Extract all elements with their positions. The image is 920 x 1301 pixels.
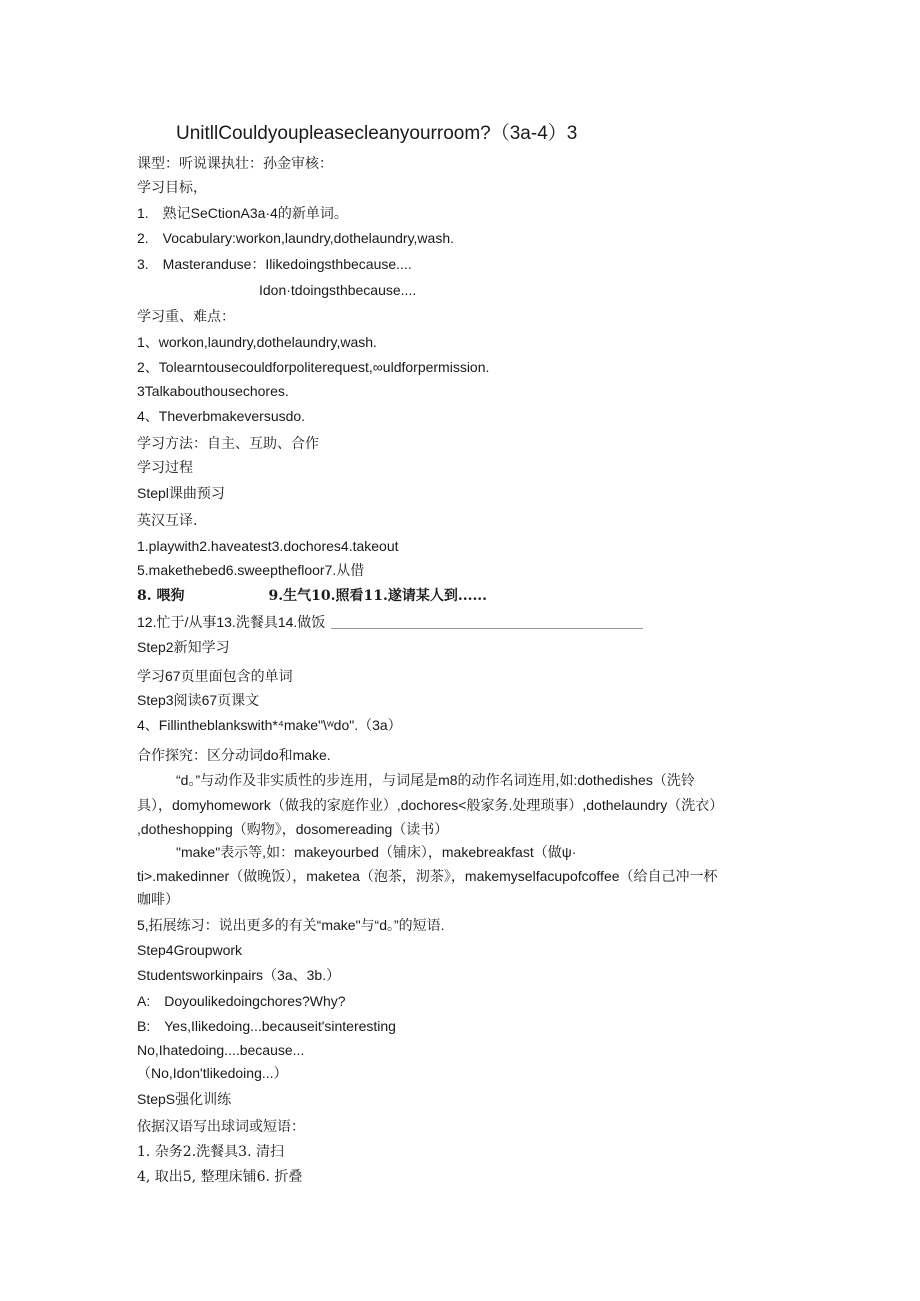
objective-3: 3. Masteranduse：Ilikedoingsthbecause....: [137, 256, 412, 272]
translate-row-1: 1.playwith2.haveatest3.dochores4.takeout: [137, 538, 399, 554]
fill-blanks-line: 4、Fillintheblankswith*⁴make"\ʷdo".（3a）: [137, 717, 402, 733]
explanation-line-1: “d。”与动作及非实质性的步连用，与词尾是m8的动作名词连用,如:dothedishes（洗铃: [176, 772, 695, 788]
step4-heading: Step4Groupwork: [137, 942, 243, 958]
pairs-line: Studentsworkinpairs（3a、3b.）: [137, 967, 341, 983]
explanation-line-5: ti>.makedinner（做晚饭），maketea（泡茶，沏茶》，makemyselfacupofcoffee（给自己冲一杯: [137, 868, 718, 884]
step3-heading: Step3阅读67页课文: [137, 692, 260, 708]
objective-3-cont: Idon·tdoingsthbecause....: [259, 282, 417, 298]
step2-heading: Step2新知学习: [137, 639, 230, 655]
document-title: UnitllCouldyoupleasecleanyourroom?（3a-4）3: [176, 123, 578, 144]
methods-line: 学习方法：自主、互助、合作: [137, 436, 319, 452]
translate-row-2: 5.makethebed6.sweepthefloor7.从借: [137, 562, 365, 578]
step2-body: 学习67页里面包含的单词: [137, 668, 293, 684]
step5-instruction: 依据汉语写出球词或短语：: [137, 1119, 305, 1135]
process-heading: 学习过程: [137, 460, 193, 476]
explore-heading: 合作探究：区分动词do和make.: [137, 747, 331, 763]
step5-heading: StepS强化训练: [137, 1091, 232, 1107]
translate-row-3: 8. 喂狗 9.生气10.照看11.遂请某人到......: [137, 588, 488, 604]
key-point-4: 4、Theverbmakeversusdo.: [137, 408, 306, 424]
step1-heading: Stepl课曲预习: [137, 485, 225, 501]
dialog-no: No,Ihatedoing....because...: [137, 1042, 305, 1058]
translate-row-4-wrap: [137, 612, 643, 632]
dialog-alt: （No,Idon'tlikedoing...）: [137, 1065, 288, 1081]
extension-exercise: 5,拓展练习：说出更多的有关“make"与“d。”的短语.: [137, 917, 445, 933]
dialog-b: B: Yes,Ilikedoing...becauseit'sinteresting: [137, 1018, 396, 1034]
step5-row-2: 4, 取出5, 整理床铺6. 折叠: [137, 1169, 303, 1185]
explanation-line-4: "make"表示等,如：makeyourbed（铺床），makebreakfast（做ψ·: [176, 844, 577, 860]
explanation-line-6: 咖啡）: [137, 892, 179, 908]
step5-row-1: 1. 杂务2.洗餐具3. 清扫: [137, 1144, 284, 1160]
key-point-1: 1、workon,laundry,dothelaundry,wash.: [137, 334, 377, 350]
translate-row-4: 12.忙于/从事13.洗餐具14.做饭: [137, 614, 326, 630]
key-point-2: 2、Tolearntousecouldforpoliterequest,∞uldforpermission.: [137, 359, 490, 375]
translate-heading: 英汉互译.: [137, 513, 198, 529]
objective-1: 1. 熟记SeCtionA3a·4的新单词。: [137, 205, 348, 221]
lesson-info: 课型：听说课执壮：孙金审核：: [137, 156, 333, 172]
explanation-line-2: 具），domyhomework（做我的家庭作业）,dochores<般家务.处理琐事）,dothelaundry（洗衣）: [137, 797, 724, 813]
key-points-heading: 学习重、难点：: [137, 309, 235, 325]
objective-2: 2. Vocabulary:workon,laundry,dothelaundry,wash.: [137, 230, 454, 246]
objectives-heading: 学习目标，: [137, 180, 207, 196]
answer-blank: [331, 618, 643, 629]
dialog-a: A: Doyoulikedoingchores?Why?: [137, 993, 346, 1009]
key-point-3: 3Talkabouthousechores.: [137, 383, 289, 399]
explanation-line-3: ,dotheshopping（购物》，dosomereading（读书）: [137, 821, 449, 837]
